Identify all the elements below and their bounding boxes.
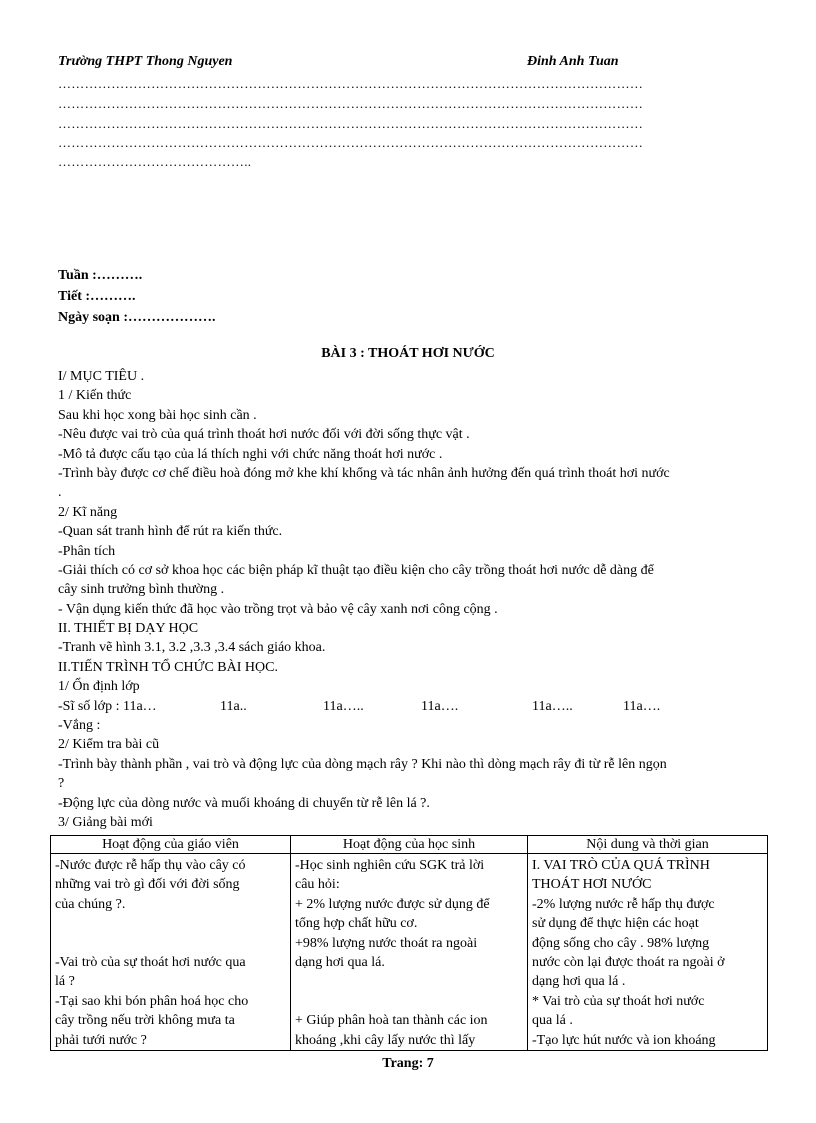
subsection-heading: 2/ Kiểm tra bài cũ (58, 737, 160, 753)
cell-line: câu hỏi: (295, 877, 340, 893)
body-line: -Động lực của dòng nước và muối khoáng di chuyển từ rễ lên lá ?. (58, 795, 430, 811)
student-activity-cell (291, 854, 528, 1051)
subsection-heading: 3/ Giảng bài mới (58, 814, 153, 830)
cell-line: động sống cho cây . 98% lượng (532, 935, 710, 951)
body-line: -Trình bày được cơ chế điều hoà đóng mở khe khí khổng và tác nhân ảnh hưởng đến quá trình thoát hơi nước (58, 465, 670, 481)
dotted-line: …………………………………………………………………………………………………………………… (58, 96, 644, 111)
section-heading: II.TIẾN TRÌNH TỔ CHỨC BÀI HỌC. (58, 659, 278, 675)
school-name: Trường THPT Thong Nguyen (58, 54, 233, 69)
cell-line: + Giúp phân hoà tan thành các ion (295, 1013, 488, 1029)
class-count: 11a.. (220, 698, 247, 714)
lesson-body (58, 367, 758, 832)
body-line: -Phân tích (58, 543, 116, 559)
cell-line: +98% lượng nước thoát ra ngoài (295, 935, 478, 951)
cell-line: nước còn lại được thoát ra ngoài ở (532, 954, 725, 970)
class-count-label: -Sĩ số lớp : 11a… (58, 698, 157, 714)
week-field: Tuần :………. (58, 268, 143, 283)
cell-line: những vai trò gì đối với đời sống (55, 877, 240, 893)
body-line: - Vận dụng kiến thức đã học vào trồng trọt và bảo vệ cây xanh nơi công cộng . (58, 601, 498, 617)
cell-line: * Vai trò của sự thoát hơi nước (532, 993, 705, 1009)
cell-line: cây trồng nếu trời không mưa ta (55, 1013, 235, 1029)
cell-line: của chúng ?. (55, 896, 126, 912)
table-header-row (51, 836, 768, 854)
class-count: 11a…. (421, 698, 459, 714)
dotted-line: …………………………………….. (58, 154, 252, 169)
body-line: -Vắng : (58, 718, 101, 734)
cell-line: lá ? (55, 974, 75, 990)
lesson-content-cell (528, 854, 768, 1051)
cell-line: I. VAI TRÒ CỦA QUÁ TRÌNH (532, 858, 710, 873)
subsection-heading: 1/ Ổn định lớp (58, 679, 140, 695)
body-line: . (58, 485, 62, 501)
cell-line (295, 972, 523, 991)
body-line: cây sinh trưởng bình thường . (58, 582, 225, 598)
section-heading: II. THIẾT BỊ DẠY HỌC (58, 621, 199, 637)
cell-line (295, 992, 523, 1011)
column-header-content: Nội dung và thời gian (528, 836, 768, 854)
column-header-teacher: Hoạt động của giáo viên (51, 836, 291, 854)
cell-line: khoáng ,khi cây lấy nước thì lấy (295, 1032, 476, 1048)
body-line: -Mô tả được cấu tạo của lá thích nghi với chức năng thoát hơi nước . (58, 446, 443, 462)
subsection-heading: 2/ Kĩ năng (58, 504, 118, 520)
table-row (51, 854, 768, 1051)
cell-line: dạng hơi qua lá. (295, 954, 385, 970)
body-line: ? (58, 776, 65, 792)
teacher-activity-cell (51, 854, 291, 1051)
dotted-line: …………………………………………………………………………………………………………………… (58, 135, 644, 150)
cell-line: -Tại sao khi bón phân hoá học cho (55, 993, 249, 1009)
cell-line: phải tưới nước ? (55, 1032, 147, 1048)
cell-line: sử dụng để thực hiện các hoạt (532, 916, 699, 932)
cell-line: qua lá . (532, 1013, 573, 1029)
dotted-line: …………………………………………………………………………………………………………………… (58, 76, 644, 91)
body-line: -Nêu được vai trò của quá trình thoát hơi nước đối với đời sống thực vật . (58, 427, 470, 443)
class-count: 11a…. (623, 698, 661, 714)
cell-line: tổng hợp chất hữu cơ. (295, 916, 418, 932)
teacher-name: Đinh Anh Tuan (527, 54, 619, 69)
class-attendance-row (58, 697, 758, 716)
cell-line: dạng hơi qua lá . (532, 974, 626, 990)
subsection-heading: 1 / Kiến thức (58, 388, 132, 404)
class-count: 11a….. (323, 698, 364, 714)
cell-line (55, 934, 286, 953)
lesson-title: BÀI 3 : THOÁT HƠI NƯỚC (321, 346, 495, 361)
cell-line (55, 914, 286, 933)
body-line: -Quan sát tranh hình để rút ra kiến thức. (58, 524, 283, 540)
body-line: Sau khi học xong bài học sinh cần . (58, 407, 257, 423)
cell-line: -2% lượng nước rễ hấp thụ được (532, 896, 715, 912)
column-header-student: Hoạt động của học sinh (291, 836, 528, 854)
lesson-activity-table (50, 835, 768, 1051)
cell-line: -Nước được rễ hấp thụ vào cây có (55, 858, 246, 873)
cell-line: + 2% lượng nước được sử dụng để (295, 896, 490, 912)
cell-line: -Tạo lực hút nước và ion khoáng (532, 1032, 716, 1048)
body-line: -Trình bày thành phần , vai trò và động lực của dòng mạch rây ? Khi nào thì dòng mạch rây đi từ rễ lên ngọn (58, 756, 667, 772)
page-number: Trang: 7 (382, 1056, 434, 1071)
body-line: -Tranh vẽ hình 3.1, 3.2 ,3.3 ,3.4 sách giáo khoa. (58, 640, 326, 656)
class-count: 11a….. (532, 698, 573, 714)
cell-line: -Vai trò của sự thoát hơi nước qua (55, 954, 246, 970)
cell-line: -Học sinh nghiên cứu SGK trả lời (295, 858, 485, 873)
body-line: -Giải thích có cơ sở khoa học các biện pháp kĩ thuật tạo điều kiện cho cây trồng thoát hơi nước dễ dàng để (58, 562, 654, 578)
cell-line: THOÁT HƠI NƯỚC (532, 877, 652, 893)
period-field: Tiết :………. (58, 289, 136, 304)
date-field: Ngày soạn :………………. (58, 310, 216, 325)
section-heading: I/ MỤC TIÊU . (58, 369, 145, 384)
dotted-line: …………………………………………………………………………………………………………………… (58, 116, 644, 131)
